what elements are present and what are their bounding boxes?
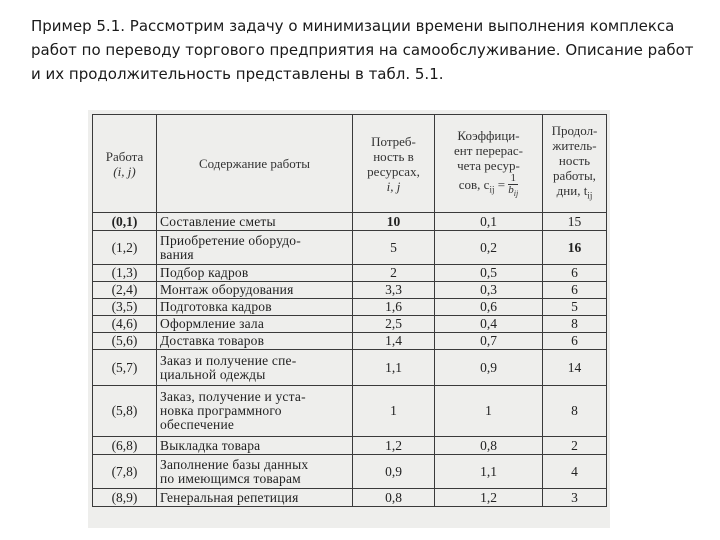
header-content: Содержание работы [157, 115, 353, 213]
table-row [93, 213, 607, 231]
task-cell: (1,2) [93, 231, 157, 265]
resource-cell: 1,2 [353, 437, 435, 455]
task-cell: (5,6) [93, 333, 157, 350]
coefficient-cell: 0,5 [435, 265, 543, 282]
task-cell: (4,6) [93, 316, 157, 333]
resource-cell: 0,9 [353, 455, 435, 489]
header-duration: Продол- житель- ность работы, дни, $t_{ij}$ [543, 115, 607, 213]
content-cell: Приобретение оборудо- вания [157, 231, 353, 265]
resource-cell: 5 [353, 231, 435, 265]
content-cell: Составление сметы [157, 213, 353, 231]
coefficient-cell: 0,9 [435, 350, 543, 386]
duration-cell: 3 [543, 489, 607, 507]
table-header-row [93, 115, 607, 213]
duration-cell: 14 [543, 350, 607, 386]
coefficient-cell: 0,3 [435, 282, 543, 299]
table-row [93, 455, 607, 489]
duration-cell: 15 [543, 213, 607, 231]
resource-cell: 1,1 [353, 350, 435, 386]
task-cell: (6,8) [93, 437, 157, 455]
task-cell: (3,5) [93, 299, 157, 316]
table-row [93, 333, 607, 350]
table-row [93, 386, 607, 437]
table-row [93, 282, 607, 299]
coefficient-cell: 0,7 [435, 333, 543, 350]
duration-cell: 6 [543, 265, 607, 282]
table-row [93, 316, 607, 333]
duration-cell: 2 [543, 437, 607, 455]
coefficient-cell: 0,4 [435, 316, 543, 333]
header-resource: Потреб- ность в ресурсах, i, j [353, 115, 435, 213]
content-cell: Монтаж оборудования [157, 282, 353, 299]
table-row [93, 437, 607, 455]
task-cell: (7,8) [93, 455, 157, 489]
duration-cell: 6 [543, 282, 607, 299]
duration-cell: 5 [543, 299, 607, 316]
content-cell: Заказ, получение и уста- новка программного обеспечение [157, 386, 353, 437]
table-row [93, 350, 607, 386]
resource-cell: 3,3 [353, 282, 435, 299]
table-row [93, 265, 607, 282]
coefficient-cell: 1 [435, 386, 543, 437]
content-cell: Оформление зала [157, 316, 353, 333]
resource-cell: 1,4 [353, 333, 435, 350]
coefficient-cell: 1,2 [435, 489, 543, 507]
task-cell: (2,4) [93, 282, 157, 299]
task-cell: (5,7) [93, 350, 157, 386]
table-row [93, 231, 607, 265]
task-cell: (5,8) [93, 386, 157, 437]
coefficient-cell: 0,8 [435, 437, 543, 455]
content-cell: Подготовка кадров [157, 299, 353, 316]
resource-cell: 10 [353, 213, 435, 231]
header-task: Работа (i, j) [93, 115, 157, 213]
coefficient-cell: 0,1 [435, 213, 543, 231]
content-cell: Заказ и получение спе- циальной одежды [157, 350, 353, 386]
works-table [92, 114, 607, 507]
header-coefficient: Коэффици- ент перерас- чета ресур- сов, $c_{ij}$ = $\frac{1}{b_{ij}}$ [435, 115, 543, 213]
task-cell: (1,3) [93, 265, 157, 282]
resource-cell: 0,8 [353, 489, 435, 507]
resource-cell: 2,5 [353, 316, 435, 333]
intro-paragraph: Пример 5.1. Рассмотрим задачу о минимизации времени выполнения комплекса работ по переводу торгового предприятия на самообслуживание. Описание работ и их продолжительность представлены в табл. 5.1. [31, 17, 694, 83]
coefficient-cell: 0,6 [435, 299, 543, 316]
coefficient-cell: 1,1 [435, 455, 543, 489]
content-cell: Заполнение базы данных по имеющимся товарам [157, 455, 353, 489]
task-cell: (0,1) [93, 213, 157, 231]
resource-cell: 1 [353, 386, 435, 437]
duration-cell: 16 [543, 231, 607, 265]
content-cell: Подбор кадров [157, 265, 353, 282]
task-cell: (8,9) [93, 489, 157, 507]
table-row [93, 299, 607, 316]
duration-cell: 4 [543, 455, 607, 489]
duration-cell: 6 [543, 333, 607, 350]
coefficient-cell: 0,2 [435, 231, 543, 265]
content-cell: Генеральная репетиция [157, 489, 353, 507]
duration-cell: 8 [543, 316, 607, 333]
duration-cell: 8 [543, 386, 607, 437]
content-cell: Выкладка товара [157, 437, 353, 455]
content-cell: Доставка товаров [157, 333, 353, 350]
resource-cell: 2 [353, 265, 435, 282]
table-row [93, 489, 607, 507]
coefficient-fraction: $\frac{1}{b_{ij}}$ [508, 171, 519, 199]
resource-cell: 1,6 [353, 299, 435, 316]
